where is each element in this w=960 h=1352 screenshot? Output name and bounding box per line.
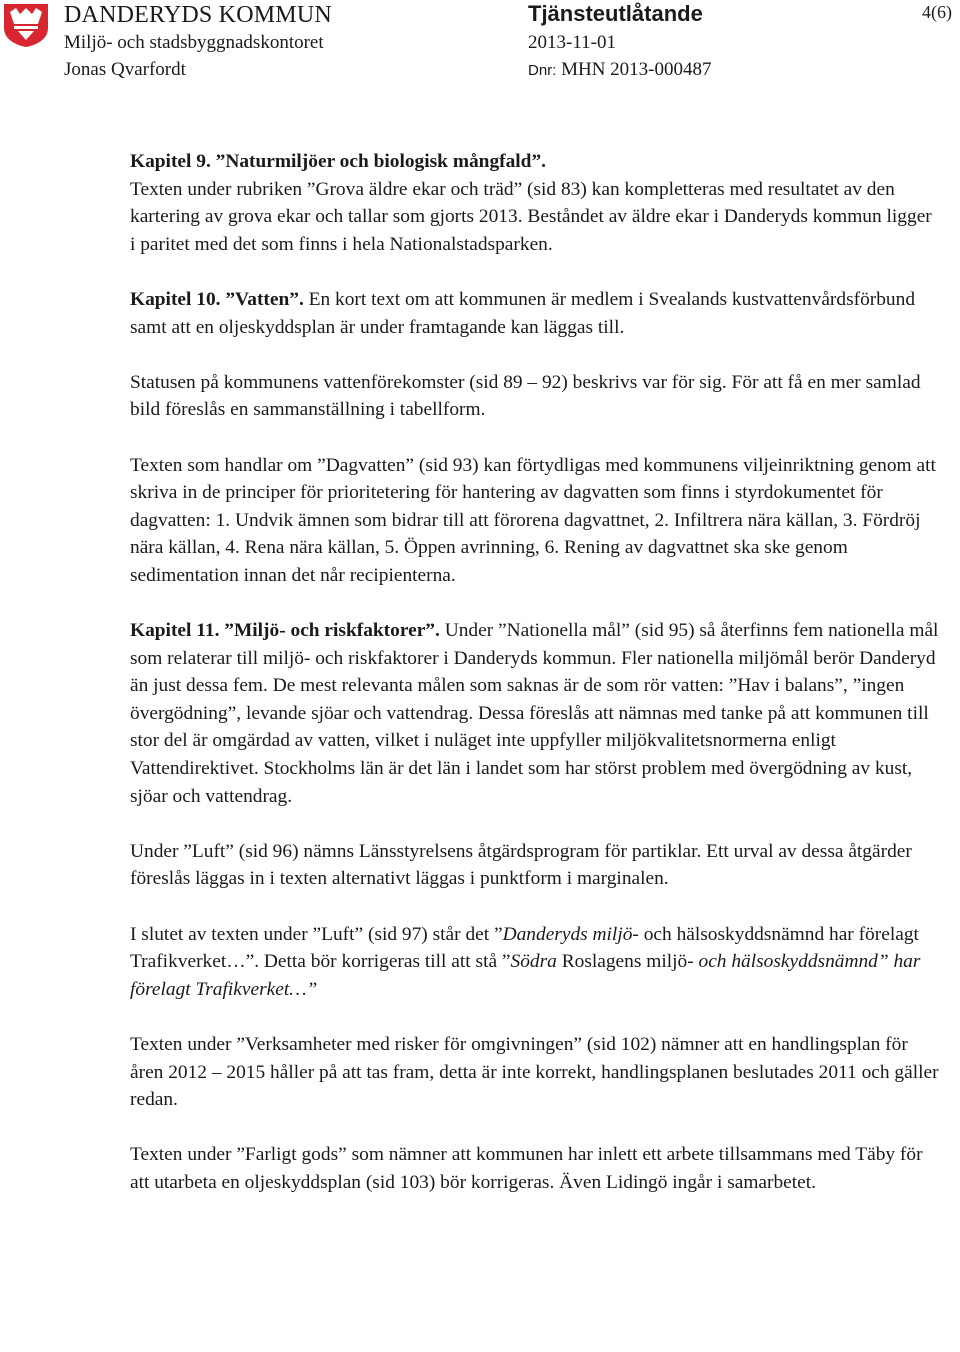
page-number: 4(6): [922, 2, 952, 22]
paragraph-chapter-10: [130, 286, 940, 341]
chapter-10-heading: Kapitel 10. ”Vatten”.: [130, 288, 304, 310]
air-correction-part-a: I slutet av texten under ”Luft” (sid 97) står det ”: [130, 923, 503, 945]
department-name: Miljö- och stadsbyggnadskontoret: [64, 32, 324, 53]
chapter-9-heading: Kapitel 9. ”Naturmiljöer och biologisk mångfald”.: [130, 151, 547, 172]
stormwater-text: Texten som handlar om ”Dagvatten” (sid 93) kan förtydligas med kommunens viljeinriktning genom att skriva in de principer för prioritetering för hantering av dagvatten som finns i styrdokumentet för dagvatten: 1. Undvik ämnen som bidrar till att förorena dagvattnet, 2. Infiltrera nära källan, 3. Fördröj nära källan, 4. Rena nära källan, 5. Öppen avrinning, 6. Rening av dagvattnet ska ske genom sedimentation innan det når recipienterna.: [130, 454, 936, 586]
document-date: 2013-11-01: [528, 32, 616, 53]
air-correction-part-b: Danderyds miljö: [502, 923, 633, 945]
air-correction-part-d: Södra: [510, 951, 557, 973]
danderyd-coat-of-arms-icon: [2, 2, 50, 48]
chapter-11-heading: Kapitel 11. ”Miljö- och riskfaktorer”.: [130, 620, 440, 642]
air-correction-part-c: - och hälsoskyddsnämnd har förelagt Trafikverket…”. Detta bör korrigeras till att stå ”: [130, 923, 919, 973]
document-type: Tjänsteutlåtande: [528, 1, 703, 26]
paragraph-air-correction: [130, 921, 940, 1004]
paragraph-risk-activities: [130, 1031, 940, 1114]
air-correction-part-f: och hälsoskyddsnämnd” har förelagt Trafikverket…”: [130, 951, 921, 1000]
air-text: Under ”Luft” (sid 96) nämns Länsstyrelsens åtgärdsprogram för partiklar. Ett urval av dessa åtgärder föreslås läggas in i texten alternativt läggas i punktform i marginalen.: [130, 840, 912, 890]
water-status-text: Statusen på kommunens vattenförekomster (sid 89 – 92) beskrivs var för sig. För att få en mer samlad bild föreslås en sammanställning i tabellform.: [130, 371, 921, 421]
chapter-10-text: En kort text om att kommunen är medlem i Svealands kustvattenvårdsförbund samt att en oljeskyddsplan är under framtagande kan läggas till.: [130, 288, 916, 338]
paragraph-dangerous-goods: [130, 1141, 940, 1196]
author-name: Jonas Qvarfordt: [64, 59, 186, 80]
dangerous-goods-text: Texten under ”Farligt gods” som nämner att kommunen har inlett ett arbete tillsammans med Täby för att utarbeta en oljeskyddsplan (sid 103) bör korrigeras. Även Lidingö ingår i samarbetet.: [130, 1144, 923, 1193]
document-reference: [528, 60, 712, 79]
reference-number: MHN 2013-000487: [561, 59, 712, 80]
paragraph-stormwater: [130, 452, 940, 590]
document-body: [130, 148, 940, 1224]
paragraph-water-status: [130, 369, 940, 424]
chapter-11-text: Under ”Nationella mål” (sid 95) så återfinns fem nationella mål som relaterar till miljö- och riskfaktorer i Danderyds kommun. Fler nationella miljömål berör Danderyd än just dessa fem. De mest relevanta målen som saknas är de som rör vatten: ”Hav i balans”, ”ingen övergödning”, levande sjöar och vattendrag. Dessa föreslås att nämnas med tanke på att kommunen till stor del är omgärdad av vatten, vilket i nuläget inte uppfyller miljökvalitetsnormerna enligt Vattendirektivet. Stockholms län är det län i landet som har störst problem med övergödning av kust, sjöar och vattendrag.: [130, 620, 939, 807]
paragraph-air: [130, 838, 940, 893]
reference-label: Dnr:: [528, 62, 557, 79]
chapter-9-text: Texten under rubriken ”Grova äldre ekar och träd” (sid 83) kan kompletteras med resultatet av den kartering av grova ekar och tallar som gjorts 2013. Beståndet av äldre ekar i Danderyds kommun ligger i paritet med det som finns i hela Nationalstadsparken.: [130, 178, 932, 255]
air-correction-part-e: Roslagens miljö-: [556, 951, 694, 973]
paragraph-chapter-9: [130, 148, 940, 258]
organization-name: DANDERYDS KOMMUN: [64, 2, 332, 28]
risk-activities-text: Texten under ”Verksamheter med risker för omgivningen” (sid 102) nämner att en handlingsplan för åren 2012 – 2015 håller på att tas fram, detta är inte korrekt, handlingsplanen beslutades 2011 och gäller redan.: [130, 1034, 939, 1111]
paragraph-chapter-11: [130, 617, 940, 810]
